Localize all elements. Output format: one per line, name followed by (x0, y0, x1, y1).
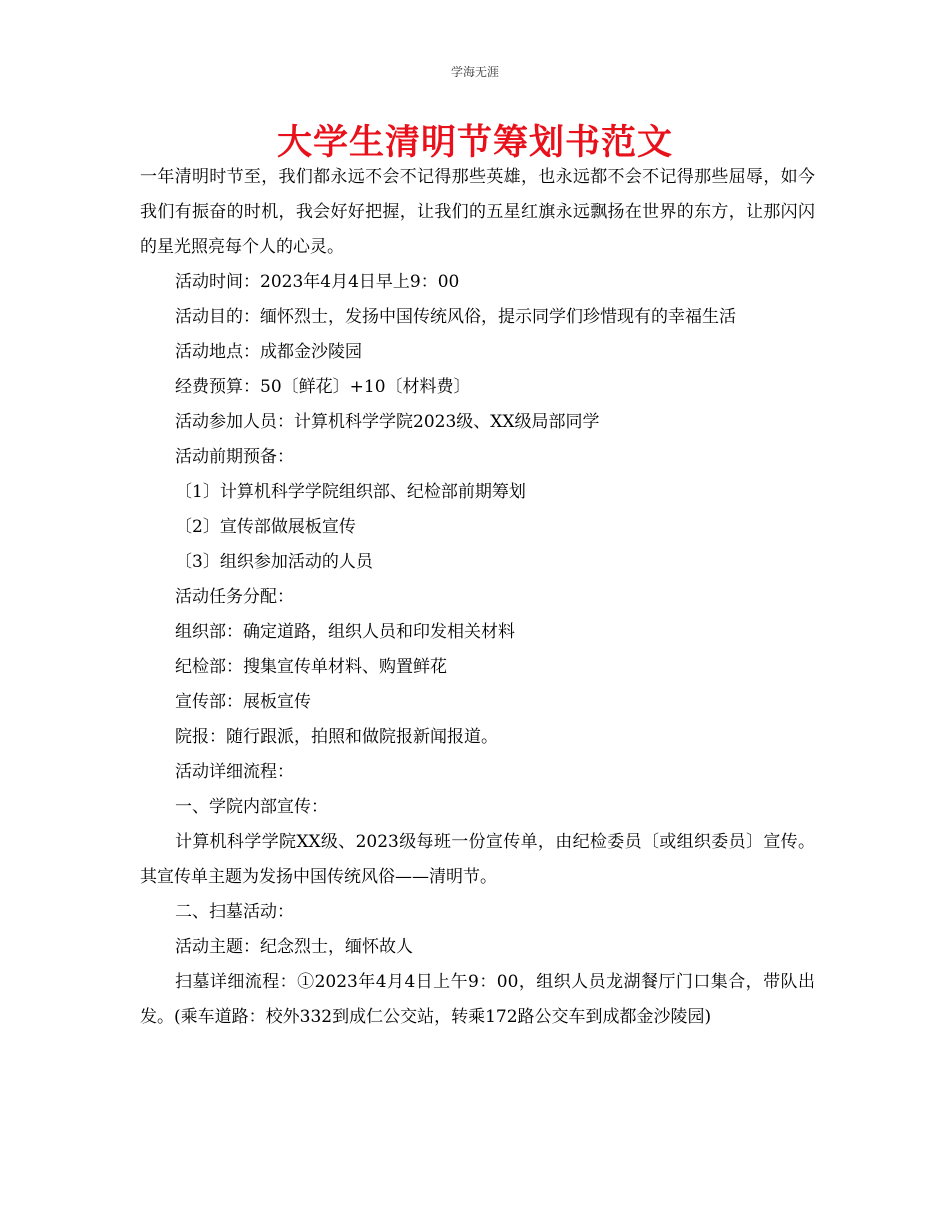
paragraph: 二、扫墓活动： (175, 902, 294, 922)
paragraph: 〔3〕组织参加活动的人员 (175, 552, 373, 572)
paragraph: 活动详细流程： (175, 762, 294, 782)
paragraph: 活动地点：成都金沙陵园 (175, 342, 362, 362)
paragraph: 扫墓详细流程：①2023年4月4日上午9：00，组织人员龙湖餐厅门口集合，带队出发。(乘车道路：校外332到成仁公交站，转乘172路公交车到成都金沙陵园) (140, 972, 815, 1027)
paragraph: 经费预算：50〔鲜花〕+10〔材料费〕 (175, 377, 471, 397)
paragraph: 计算机科学学院XX级、2023级每班一份宣传单，由纪检委员〔或组织委员〕宣传。其宣传单主题为发扬中国传统风俗——清明节。 (140, 832, 815, 887)
paragraph: 活动时间：2023年4月4日早上9：00 (175, 272, 460, 292)
paragraph: 〔1〕计算机科学学院组织部、纪检部前期筹划 (175, 482, 526, 502)
paragraph: 活动前期预备： (175, 447, 294, 467)
paragraph: 活动任务分配： (175, 587, 294, 607)
paragraph: 纪检部：搜集宣传单材料、购置鲜花 (175, 657, 447, 677)
document-title: 大学生清明节筹划书范文 (276, 122, 673, 163)
paragraph: 一年清明时节至，我们都永远不会不记得那些英雄，也永远都不会不记得那些屈辱，如今我们有振奋的时机，我会好好把握，让我们的五星红旗永远飘扬在世界的东方，让那闪闪的星光照亮每个人的心灵。 (140, 167, 815, 257)
paragraph: 活动主题：纪念烈士，缅怀故人 (175, 937, 413, 957)
paragraph: 活动参加人员：计算机科学学院2023级、XX级局部同学 (175, 412, 600, 432)
paragraph: 宣传部：展板宣传 (175, 692, 311, 712)
running-header: 学海无涯 (450, 65, 499, 79)
document-body (140, 160, 815, 1035)
paragraph: 院报：随行跟派，拍照和做院报新闻报道。 (175, 727, 498, 747)
paragraph: 活动目的：缅怀烈士，发扬中国传统风俗，提示同学们珍惜现有的幸福生活 (175, 307, 736, 327)
paragraph: 组织部：确定道路，组织人员和印发相关材料 (175, 622, 515, 642)
paragraph: 〔2〕宣传部做展板宣传 (175, 517, 356, 537)
paragraph: 一、学院内部宣传： (175, 797, 328, 817)
